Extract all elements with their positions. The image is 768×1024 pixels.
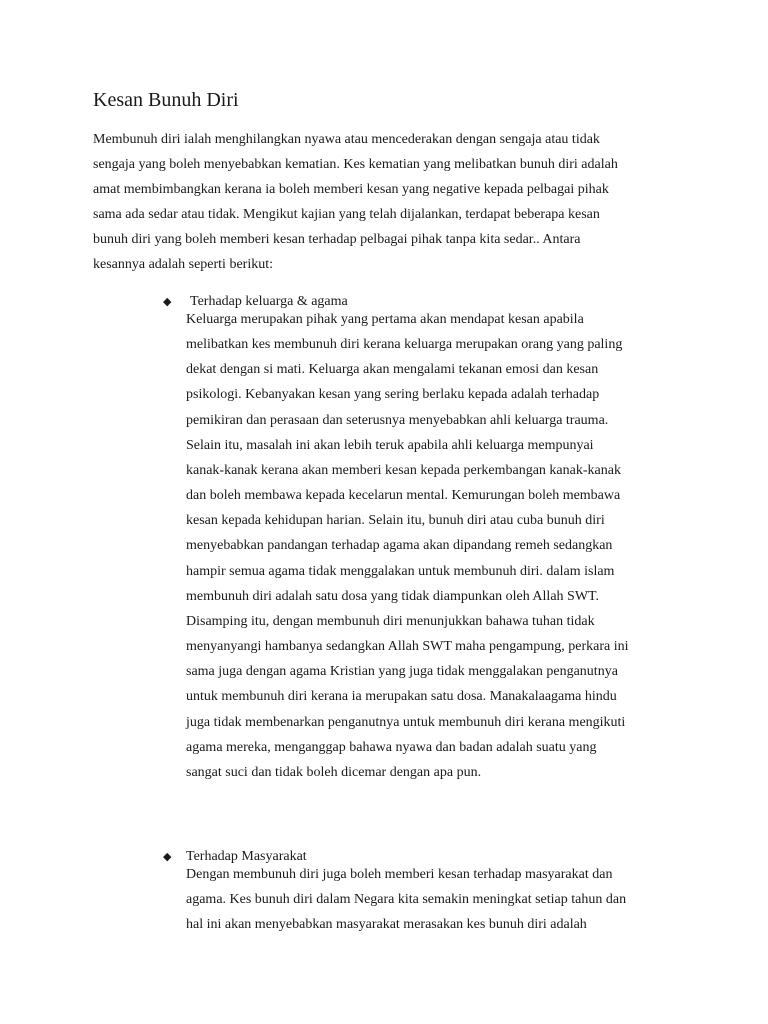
paragraph-line: agama mereka, menganggap bahawa nyawa dan badan adalah suatu yang (186, 739, 597, 755)
paragraph-line: kesannya adalah seperti berikut: (93, 257, 273, 272)
paragraph-line: melibatkan kes membunuh diri kerana keluarga merupakan orang yang paling (186, 337, 623, 353)
intro-paragraph (93, 127, 693, 277)
paragraph-line: kesan kepada kehidupan harian. Selain itu, bunuh diri atau cuba bunuh diri (186, 513, 605, 529)
paragraph-line: Disamping itu, dengan membunuh diri menunjukkan bahawa tuhan tidak (186, 613, 595, 629)
section-heading: Terhadap Masyarakat (186, 849, 307, 864)
paragraph-line: menyanyangi hambanya sedangkan Allah SWT maha pengampung, perkara ini (186, 639, 629, 655)
paragraph-line: kanak-kanak kerana akan memberi kesan kepada perkembangan kanak-kanak (186, 462, 621, 478)
paragraph-line: sama ada sedar atau tidak. Mengikut kajian yang telah dijalankan, terdapat beberapa kesan (93, 207, 600, 222)
section-body (186, 862, 626, 937)
document-title: Kesan Bunuh Diri (93, 89, 239, 111)
paragraph-line: Dengan membunuh diri juga boleh memberi kesan terhadap masyarakat dan (186, 867, 613, 882)
paragraph-line: pemikiran dan perasaan dan seterusnya menyebabkan ahli keluarga trauma. (186, 412, 609, 428)
paragraph-line: sangat suci dan tidak boleh dicemar dengan apa pun. (186, 764, 482, 780)
diamond-bullet-icon: ◆ (163, 296, 172, 308)
paragraph-line: Selain itu, masalah ini akan lebih teruk apabila ahli keluarga mempunyai (186, 437, 594, 453)
paragraph-line: hal ini akan menyebabkan masyarakat merasakan kes bunuh diri adalah (186, 917, 587, 933)
paragraph-line: psikologi. Kebanyakan kesan yang sering berlaku kepada adalah terhadap (186, 387, 600, 403)
paragraph-line: Membunuh diri ialah menghilangkan nyawa atau mencederakan dengan sengaja atau tidak (93, 132, 600, 147)
section-body (186, 307, 629, 785)
section-heading: Terhadap keluarga & agama (190, 294, 348, 309)
paragraph-line: menyebabkan pandangan terhadap agama akan dipandang remeh sedangkan (186, 538, 613, 554)
paragraph-line: bunuh diri yang boleh memberi kesan terhadap pelbagai pihak tanpa kita sedar.. Antara (93, 232, 581, 247)
paragraph-line: dekat dengan si mati. Keluarga akan mengalami tekanan emosi dan kesan (186, 362, 599, 378)
paragraph-line: sengaja yang boleh menyebabkan kematian. Kes kematian yang melibatkan bunuh diri adalah (93, 157, 618, 172)
paragraph-line: untuk membunuh diri kerana ia merupakan satu dosa. Manakalaagama hindu (186, 689, 617, 705)
paragraph-line: sama juga dengan agama Kristian yang juga tidak menggalakan penganutnya (186, 664, 618, 680)
diamond-bullet-icon: ◆ (163, 851, 172, 863)
paragraph-line: juga tidak membenarkan penganutnya untuk membunuh diri kerana mengikuti (186, 714, 626, 730)
paragraph-line: agama. Kes bunuh diri dalam Negara kita semakin meningkat setiap tahun dan (186, 892, 627, 908)
paragraph-line: membunuh diri adalah satu dosa yang tidak diampunkan oleh Allah SWT. (186, 588, 600, 604)
paragraph-line: amat membimbangkan kerana ia boleh memberi kesan yang negative kepada pelbagai pihak (93, 182, 609, 197)
paragraph-line: dan boleh membawa kepada kecelarun mental. Kemurungan boleh membawa (186, 488, 621, 504)
paragraph-line: Keluarga merupakan pihak yang pertama akan mendapat kesan apabila (186, 312, 584, 327)
paragraph-line: hampir semua agama tidak menggalakan untuk membunuh diri. dalam islam (186, 563, 615, 579)
